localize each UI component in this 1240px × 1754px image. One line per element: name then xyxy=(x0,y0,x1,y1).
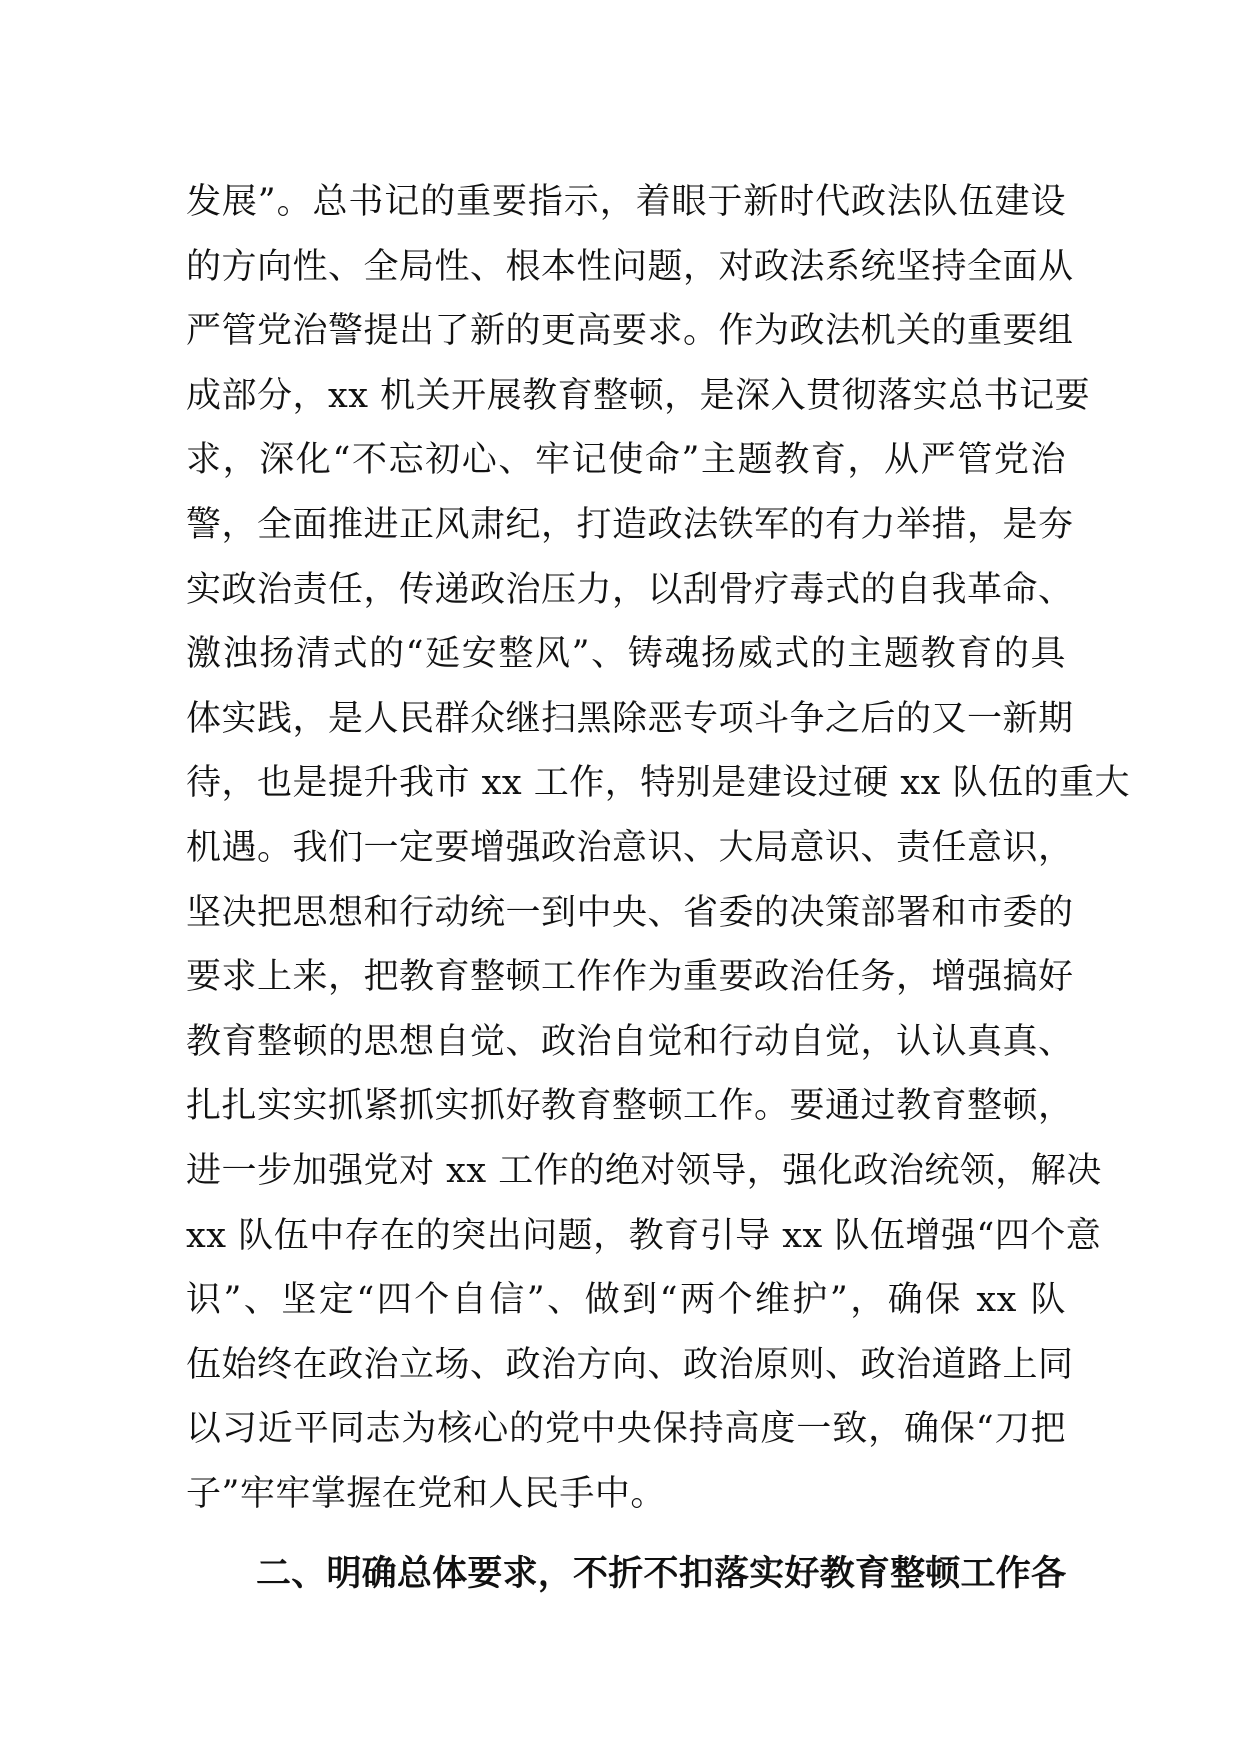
paragraph-line: 扎扎实实抓紧抓实抓好教育整顿工作。要通过教育整顿， xyxy=(186,1086,1074,1127)
paragraph-line: 发展”。总书记的重要指示，着眼于新时代政法队伍建设 xyxy=(186,182,1066,222)
paragraph-line: 机遇。我们一定要增强政治意识、大局意识、责任意识， xyxy=(186,827,1074,868)
body-paragraph xyxy=(186,170,1130,1526)
paragraph-line: 要求上来，把教育整顿工作作为重要政治任务，增强搞好 xyxy=(186,957,1074,998)
paragraph-line: 激浊扬清式的“延安整风”、铸魂扬威式的主题教育的具 xyxy=(186,634,1066,675)
paragraph-line: 实政治责任，传递政治压力，以刮骨疗毒式的自我革命、 xyxy=(186,569,1074,610)
paragraph-line: 子”牢牢掌握在党和人民手中。 xyxy=(186,1473,666,1514)
paragraph-line: 坚决把思想和行动统一到中央、省委的决策部署和市委的 xyxy=(186,892,1074,933)
paragraph-line: 的方向性、全局性、根本性问题，对政法系统坚持全面从 xyxy=(186,246,1074,287)
paragraph-line: 教育整顿的思想自觉、政治自觉和行动自觉，认认真真、 xyxy=(186,1021,1074,1062)
paragraph-line: 识”、坚定“四个自信”、做到“两个维护”，确保 xx 队 xyxy=(186,1280,1066,1321)
paragraph-line: 体实践，是人民群众继扫黑除恶专项斗争之后的又一新期 xyxy=(186,698,1074,739)
paragraph-line: 成部分，xx 机关开展教育整顿，是深入贯彻落实总书记要 xyxy=(186,375,1091,416)
section-heading: 二、明确总体要求，不折不扣落实好教育整顿工作各 xyxy=(256,1554,1066,1594)
paragraph-line: 求，深化“不忘初心、牢记使命”主题教育，从严管党治 xyxy=(186,440,1066,481)
paragraph-line: 待，也是提升我市 xx 工作，特别是建设过硬 xx 队伍的重大 xyxy=(186,763,1130,804)
paragraph-line: 伍始终在政治立场、政治方向、政治原则、政治道路上同 xyxy=(186,1344,1074,1385)
paragraph-line: 警，全面推进正风肃纪，打造政法铁军的有力举措，是夯 xyxy=(186,504,1074,545)
paragraph-line: 进一步加强党对 xx 工作的绝对领导，强化政治统领，解决 xyxy=(186,1150,1102,1191)
paragraph-line: xx 队伍中存在的突出问题，教育引导 xx 队伍增强“四个意 xyxy=(186,1215,1102,1256)
paragraph-line: 以习近平同志为核心的党中央保持高度一致，确保“刀把 xyxy=(186,1409,1066,1450)
paragraph-line: 严管党治警提出了新的更高要求。作为政法机关的重要组 xyxy=(186,311,1074,352)
